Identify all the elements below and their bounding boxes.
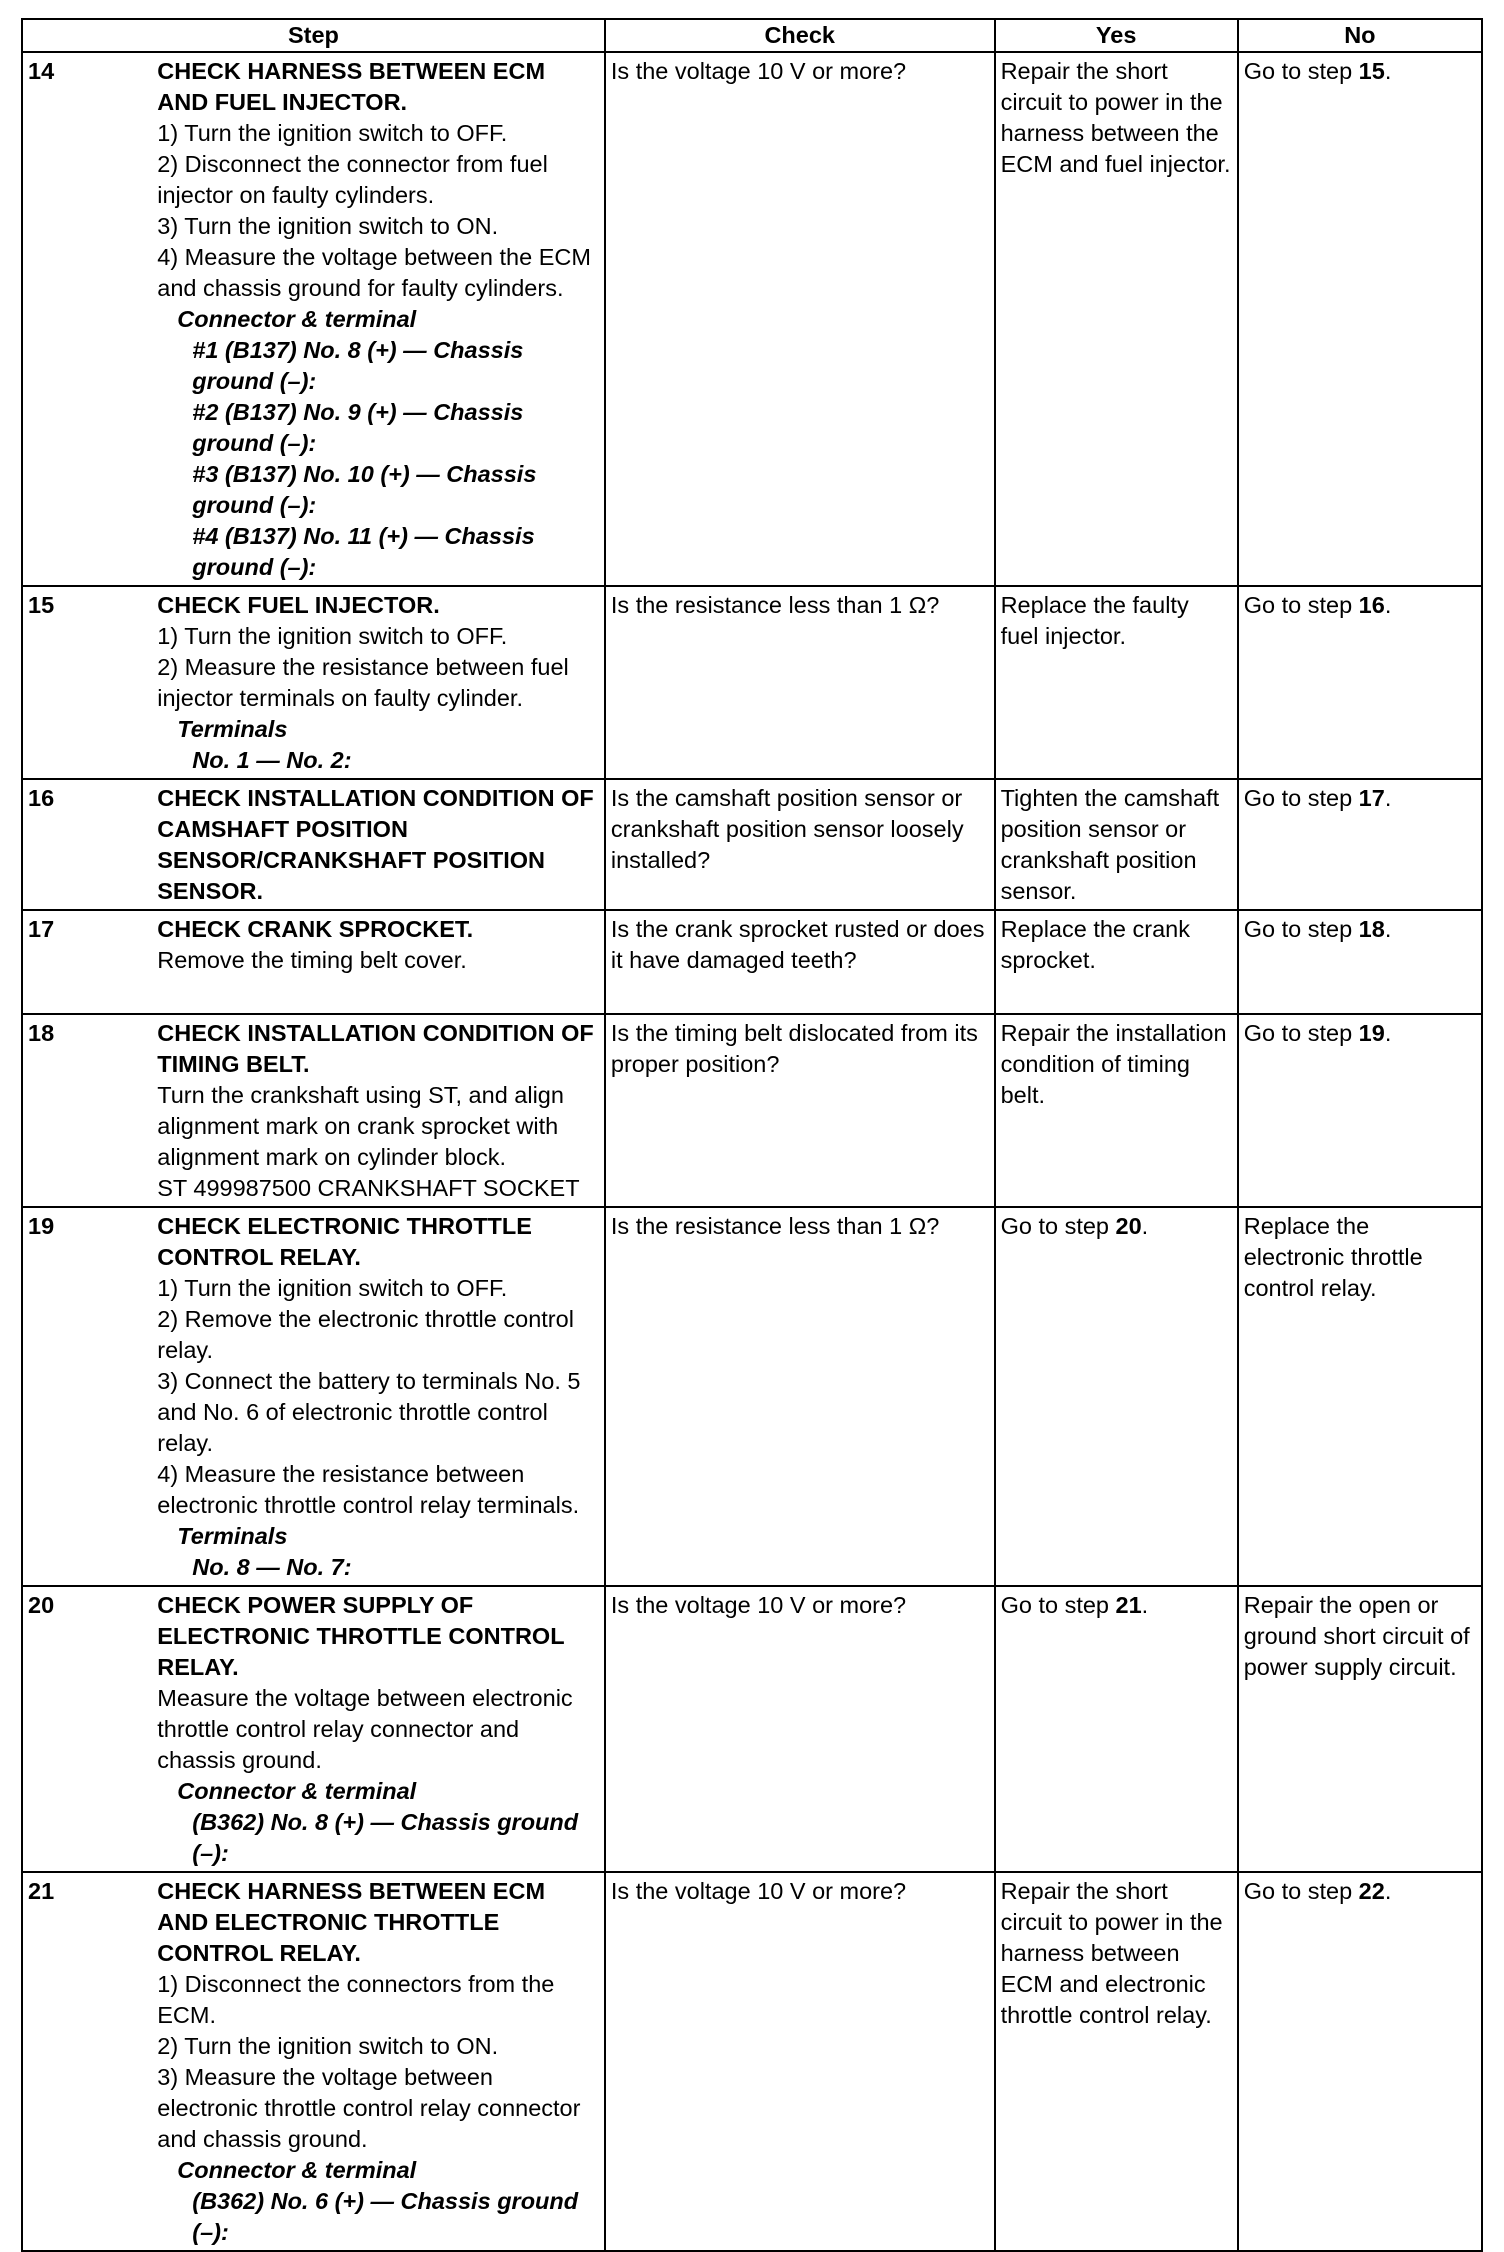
step-instruction: 2) Turn the ignition switch to ON. bbox=[157, 2033, 499, 2059]
no-text: Repair the open or ground short circuit of power supply circuit. bbox=[1243, 1592, 1470, 1680]
no-suffix: . bbox=[1384, 58, 1392, 84]
check-cell: Is the voltage 10 V or more? bbox=[605, 1872, 995, 2251]
no-step: 17 bbox=[1358, 785, 1385, 811]
spec-item: No. 8 — No. 7: bbox=[192, 1554, 352, 1580]
no-cell bbox=[1238, 1207, 1482, 1586]
spec-item: (B362) No. 8 (+) — Chassis ground (–): bbox=[192, 1809, 579, 1866]
check-cell: Is the resistance less than 1 Ω? bbox=[605, 1207, 995, 1586]
yes-cell: Replace the faulty fuel injector. bbox=[995, 586, 1238, 779]
no-prefix: Go to step bbox=[1243, 1878, 1359, 1904]
yes-cell bbox=[995, 1207, 1238, 1586]
table-row bbox=[22, 779, 1482, 910]
no-step: 19 bbox=[1358, 1020, 1385, 1046]
step-procedure bbox=[152, 1207, 605, 1586]
step-title: CHECK FUEL INJECTOR. bbox=[157, 592, 440, 618]
table-body bbox=[22, 52, 1482, 2251]
no-cell bbox=[1238, 52, 1482, 586]
yes-step: 20 bbox=[1115, 1213, 1142, 1239]
spec-item: #1 (B137) No. 8 (+) — Chassis ground (–): bbox=[192, 337, 524, 394]
no-prefix: Go to step bbox=[1243, 916, 1359, 942]
step-instruction: Turn the crankshaft using ST, and align alignment mark on crank sprocket with alignment mark on cylinder block. bbox=[157, 1082, 564, 1170]
step-instruction: 1) Turn the ignition switch to OFF. bbox=[157, 120, 508, 146]
spec-item: (B362) No. 6 (+) — Chassis ground (–): bbox=[192, 2188, 579, 2245]
step-procedure bbox=[152, 52, 605, 586]
step-instruction: 2) Measure the resistance between fuel injector terminals on faulty cylinder. bbox=[157, 654, 569, 711]
no-suffix: . bbox=[1384, 592, 1392, 618]
step-instruction: 3) Turn the ignition switch to ON. bbox=[157, 213, 499, 239]
spec-item: #3 (B137) No. 10 (+) — Chassis ground (–): bbox=[192, 461, 537, 518]
yes-cell: Repair the short circuit to power in the harness between the ECM and fuel injector. bbox=[995, 52, 1238, 586]
spec-heading: Connector & terminal bbox=[177, 306, 417, 332]
step-title: CHECK POWER SUPPLY OF ELECTRONIC THROTTLE CONTROL RELAY. bbox=[157, 1592, 565, 1680]
no-step: 18 bbox=[1358, 916, 1385, 942]
table-row bbox=[22, 52, 1482, 586]
no-step: 16 bbox=[1358, 592, 1385, 618]
yes-suffix: . bbox=[1141, 1592, 1149, 1618]
no-suffix: . bbox=[1384, 785, 1392, 811]
no-suffix: . bbox=[1384, 1878, 1392, 1904]
step-procedure bbox=[152, 586, 605, 779]
table-row bbox=[22, 1586, 1482, 1872]
spec-item: #4 (B137) No. 11 (+) — Chassis ground (–): bbox=[192, 523, 535, 580]
yes-cell: Tighten the camshaft position sensor or crankshaft position sensor. bbox=[995, 779, 1238, 910]
check-cell: Is the voltage 10 V or more? bbox=[605, 52, 995, 586]
no-step: 22 bbox=[1358, 1878, 1385, 1904]
step-title: CHECK INSTALLATION CONDITION OF CAMSHAFT POSITION SENSOR/CRANKSHAFT POSITION SENSOR. bbox=[157, 785, 594, 904]
table-row bbox=[22, 1872, 1482, 2251]
no-cell bbox=[1238, 1586, 1482, 1872]
table-row bbox=[22, 1014, 1482, 1207]
step-title: CHECK HARNESS BETWEEN ECM AND ELECTRONIC THROTTLE CONTROL RELAY. bbox=[157, 1878, 546, 1966]
spec-heading: Terminals bbox=[177, 716, 288, 742]
check-cell: Is the camshaft position sensor or crankshaft position sensor loosely installed? bbox=[605, 779, 995, 910]
step-instruction: 2) Remove the electronic throttle control relay. bbox=[157, 1306, 574, 1363]
spec-item: #2 (B137) No. 9 (+) — Chassis ground (–): bbox=[192, 399, 524, 456]
table-row bbox=[22, 910, 1482, 1014]
header-row bbox=[22, 19, 1482, 52]
no-text: Replace the electronic throttle control relay. bbox=[1243, 1213, 1423, 1301]
step-procedure bbox=[152, 779, 605, 910]
step-number: 14 bbox=[22, 52, 152, 586]
yes-suffix: . bbox=[1141, 1213, 1149, 1239]
check-cell: Is the voltage 10 V or more? bbox=[605, 1586, 995, 1872]
table-row bbox=[22, 586, 1482, 779]
step-procedure bbox=[152, 1586, 605, 1872]
check-cell: Is the crank sprocket rusted or does it have damaged teeth? bbox=[605, 910, 995, 1014]
step-number: 19 bbox=[22, 1207, 152, 1586]
yes-prefix: Go to step bbox=[1000, 1592, 1116, 1618]
no-cell bbox=[1238, 1014, 1482, 1207]
header-no: No bbox=[1238, 19, 1482, 52]
step-procedure bbox=[152, 1872, 605, 2251]
no-prefix: Go to step bbox=[1243, 1020, 1359, 1046]
header-yes: Yes bbox=[995, 19, 1238, 52]
step-number: 17 bbox=[22, 910, 152, 1014]
step-instruction: 1) Turn the ignition switch to OFF. bbox=[157, 1275, 508, 1301]
no-cell bbox=[1238, 1872, 1482, 2251]
yes-cell: Repair the short circuit to power in the harness between ECM and electronic throttle control relay. bbox=[995, 1872, 1238, 2251]
no-prefix: Go to step bbox=[1243, 785, 1359, 811]
no-cell bbox=[1238, 779, 1482, 910]
step-number: 21 bbox=[22, 1872, 152, 2251]
no-step: 15 bbox=[1358, 58, 1385, 84]
yes-step: 21 bbox=[1115, 1592, 1142, 1618]
step-procedure bbox=[152, 910, 605, 1014]
no-cell bbox=[1238, 910, 1482, 1014]
step-instruction: 4) Measure the resistance between electronic throttle control relay terminals. bbox=[157, 1461, 580, 1518]
yes-cell: Repair the installation condition of timing belt. bbox=[995, 1014, 1238, 1207]
spec-item: No. 1 — No. 2: bbox=[192, 747, 352, 773]
spec-heading: Terminals bbox=[177, 1523, 288, 1549]
yes-cell bbox=[995, 1586, 1238, 1872]
step-instruction: Remove the timing belt cover. bbox=[157, 947, 467, 973]
step-number: 20 bbox=[22, 1586, 152, 1872]
header-step: Step bbox=[22, 19, 605, 52]
diagnostic-table bbox=[21, 18, 1483, 2252]
no-suffix: . bbox=[1384, 1020, 1392, 1046]
step-instruction: 4) Measure the voltage between the ECM and chassis ground for faulty cylinders. bbox=[157, 244, 591, 301]
step-instruction: 3) Measure the voltage between electronic throttle control relay connector and chassis ground. bbox=[157, 2064, 581, 2152]
step-number: 16 bbox=[22, 779, 152, 910]
step-title: CHECK HARNESS BETWEEN ECM AND FUEL INJECTOR. bbox=[157, 58, 546, 115]
no-prefix: Go to step bbox=[1243, 592, 1359, 618]
no-cell bbox=[1238, 586, 1482, 779]
step-procedure bbox=[152, 1014, 605, 1207]
step-instruction: 1) Turn the ignition switch to OFF. bbox=[157, 623, 508, 649]
step-instruction: ST 499987500 CRANKSHAFT SOCKET bbox=[157, 1175, 580, 1201]
check-cell: Is the resistance less than 1 Ω? bbox=[605, 586, 995, 779]
step-title: CHECK INSTALLATION CONDITION OF TIMING BELT. bbox=[157, 1020, 594, 1077]
yes-cell: Replace the crank sprocket. bbox=[995, 910, 1238, 1014]
no-suffix: . bbox=[1384, 916, 1392, 942]
step-instruction: 3) Connect the battery to terminals No. 5 and No. 6 of electronic throttle control relay. bbox=[157, 1368, 581, 1456]
step-title: CHECK CRANK SPROCKET. bbox=[157, 916, 474, 942]
spec-heading: Connector & terminal bbox=[177, 1778, 417, 1804]
step-instruction: Measure the voltage between electronic throttle control relay connector and chassis ground. bbox=[157, 1685, 573, 1773]
spec-heading: Connector & terminal bbox=[177, 2157, 417, 2183]
step-number: 18 bbox=[22, 1014, 152, 1207]
step-instruction: 1) Disconnect the connectors from the ECM. bbox=[157, 1971, 555, 2028]
no-prefix: Go to step bbox=[1243, 58, 1359, 84]
step-number: 15 bbox=[22, 586, 152, 779]
check-cell: Is the timing belt dislocated from its proper position? bbox=[605, 1014, 995, 1207]
header-check: Check bbox=[605, 19, 995, 52]
yes-prefix: Go to step bbox=[1000, 1213, 1116, 1239]
table-row bbox=[22, 1207, 1482, 1586]
step-instruction: 2) Disconnect the connector from fuel injector on faulty cylinders. bbox=[157, 151, 548, 208]
step-title: CHECK ELECTRONIC THROTTLE CONTROL RELAY. bbox=[157, 1213, 532, 1270]
